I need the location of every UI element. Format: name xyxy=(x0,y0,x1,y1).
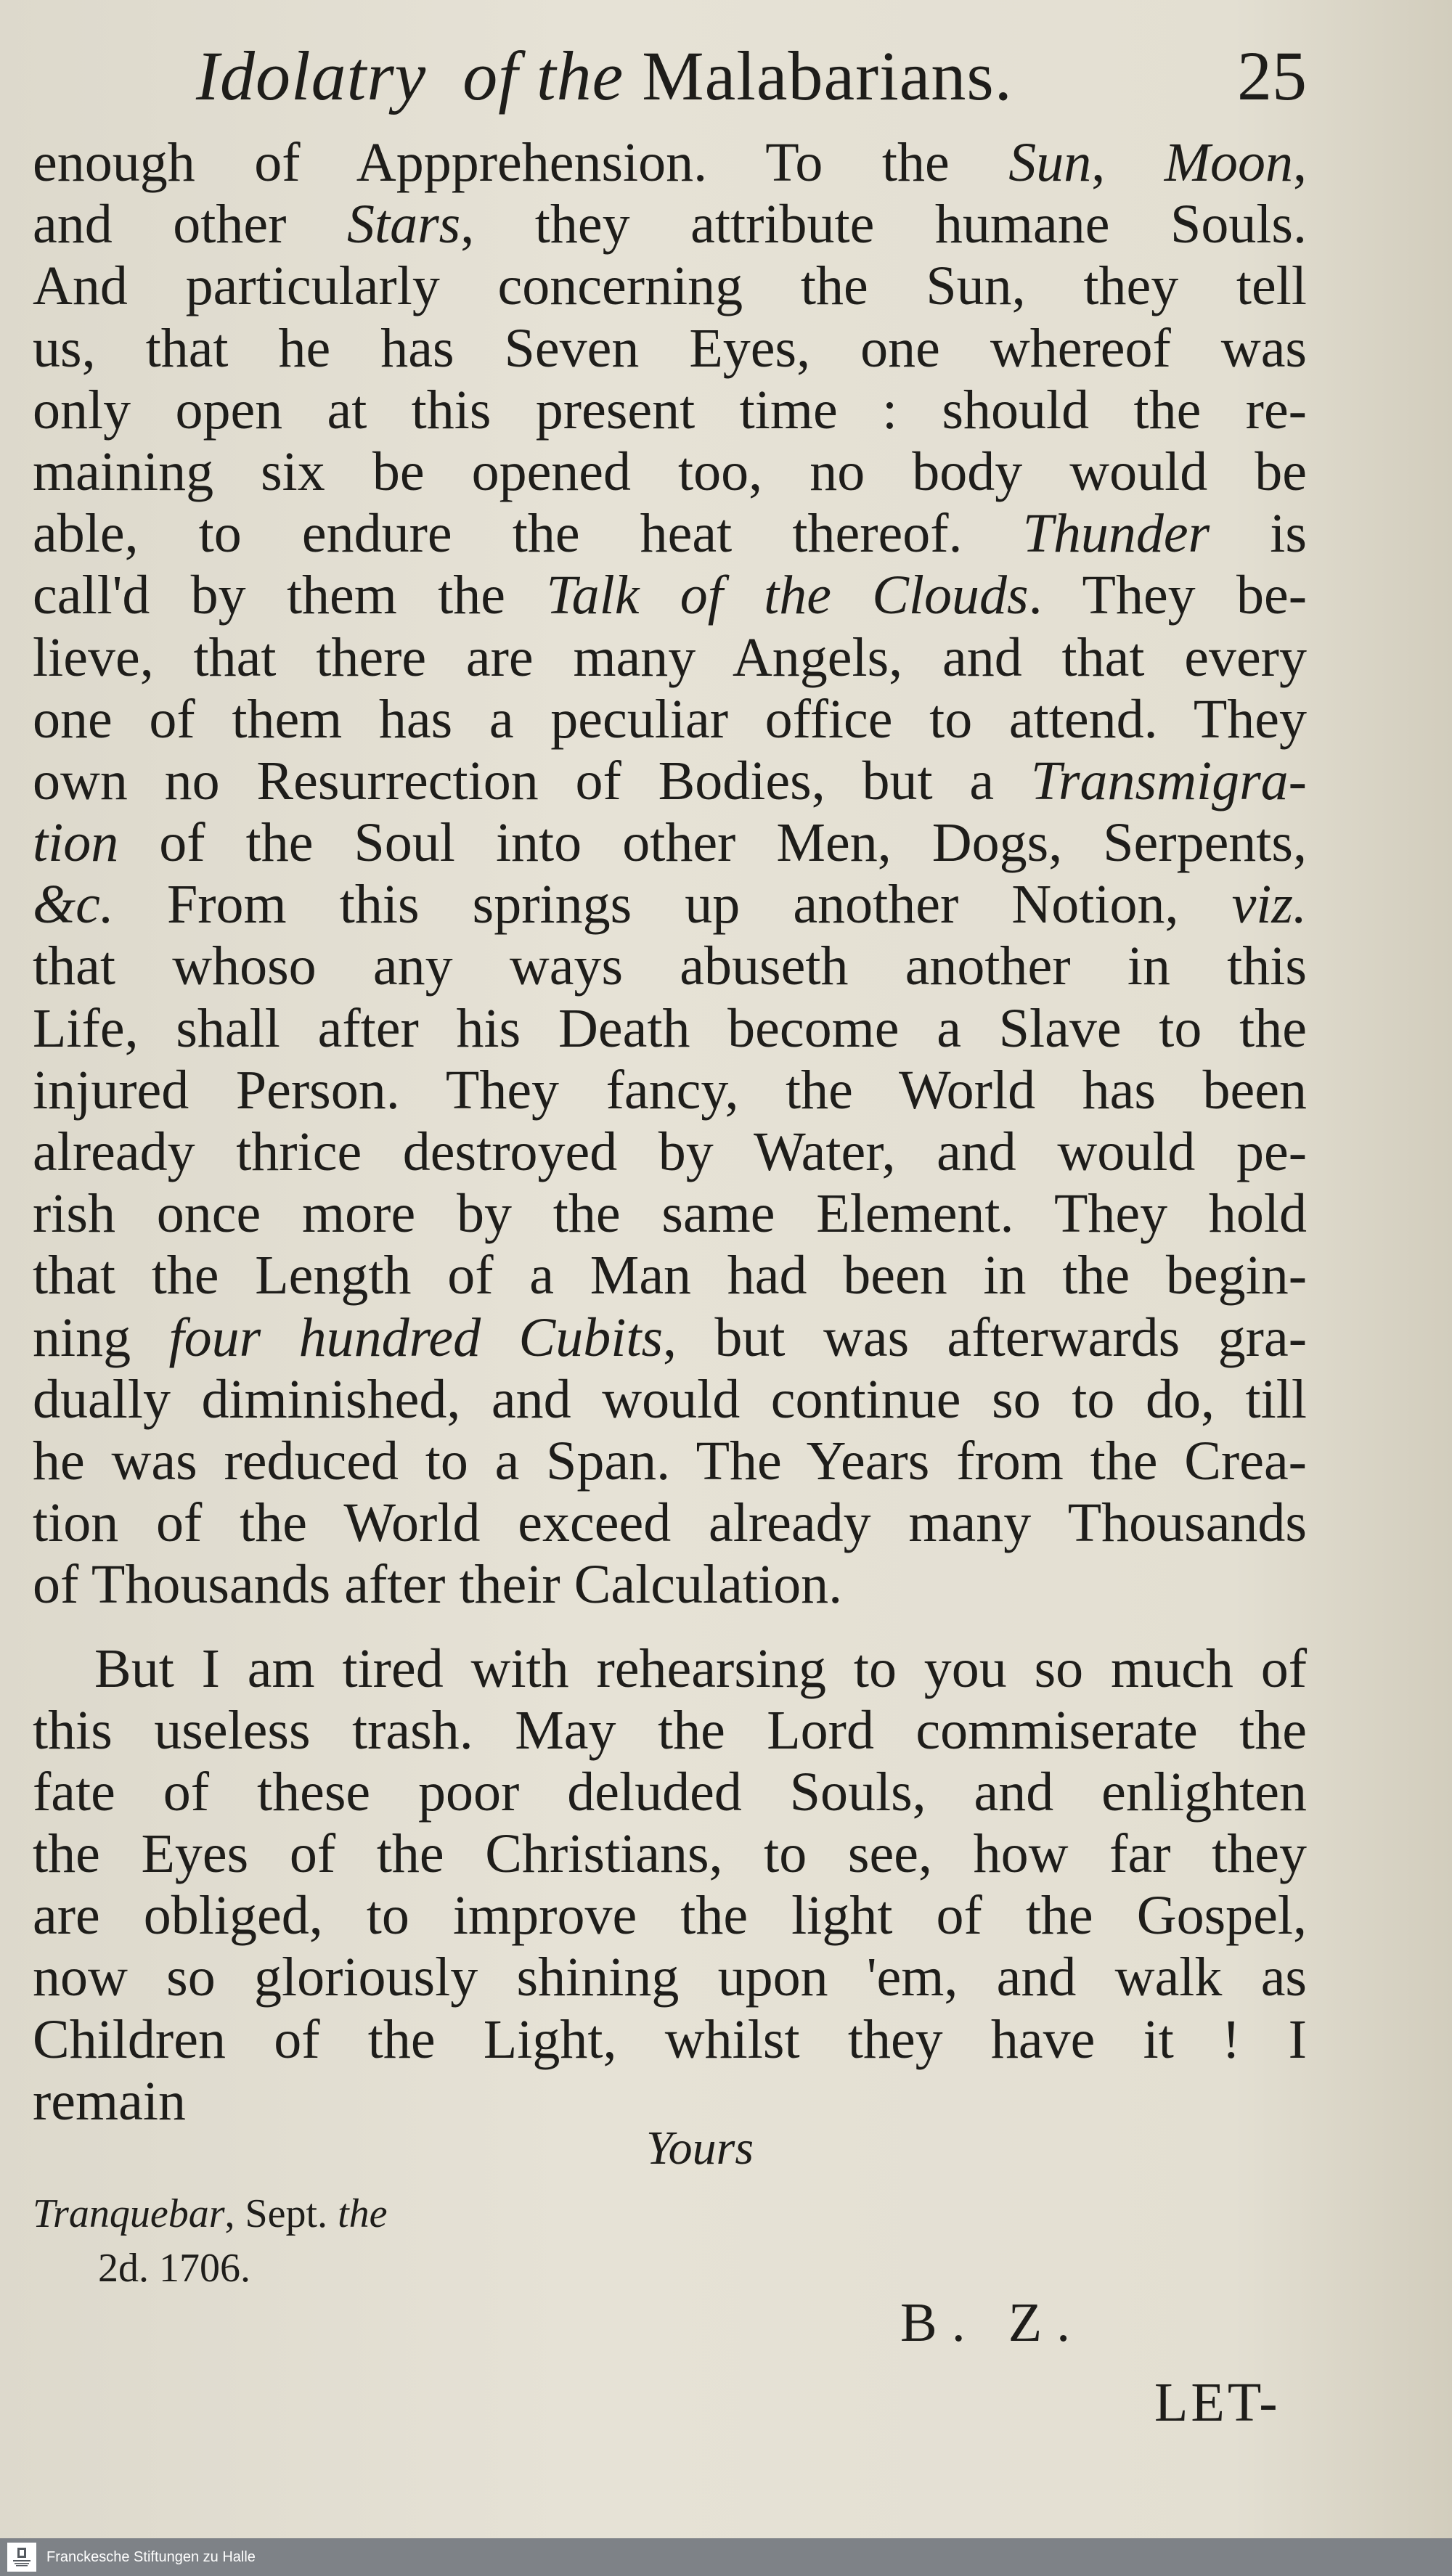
text-line xyxy=(33,1369,1307,1431)
text: And particularly concerning the Sun, they tell xyxy=(33,255,1307,317)
text: and other xyxy=(33,194,347,255)
text-line xyxy=(33,1307,1307,1369)
text: . They be- xyxy=(1028,565,1308,626)
text: maining six be opened too, no body would be xyxy=(33,441,1307,502)
text-line xyxy=(33,318,1307,380)
text-line xyxy=(33,1638,1307,1700)
text: ning xyxy=(33,1307,169,1368)
text: he was reduced to a Span. The Years from the Crea- xyxy=(33,1430,1307,1492)
text-line xyxy=(33,255,1307,317)
text: only open at this present time : should the re- xyxy=(33,379,1307,441)
text: now so gloriously shining upon 'em, and walk as xyxy=(33,1947,1307,2008)
text: that whoso any ways abuseth another in this xyxy=(33,936,1307,997)
text: one of them has a peculiar office to attend. They xyxy=(33,688,1307,750)
text-line xyxy=(33,565,1307,626)
text-line xyxy=(33,998,1307,1060)
catchword: LET- xyxy=(1154,2372,1281,2433)
text-line xyxy=(33,1492,1307,1554)
body-text xyxy=(33,132,1307,2133)
text-line xyxy=(33,1431,1307,1492)
text: , xyxy=(1091,132,1165,193)
italic-text: four hundred Cubits xyxy=(168,1307,664,1368)
text: us, that he has Seven Eyes, one whereof was xyxy=(33,317,1307,379)
text-line xyxy=(33,380,1307,441)
signoff: Yours xyxy=(646,2122,754,2175)
text-line xyxy=(33,751,1307,812)
author-initials: B. Z. xyxy=(900,2292,1085,2353)
text: Children of the Light, whilst they have it ! I xyxy=(33,2008,1307,2070)
text: injured Person. They fancy, the World has been xyxy=(33,1059,1307,1121)
italic-text: tion xyxy=(33,812,119,874)
text: own no Resurrection of Bodies, but a xyxy=(33,750,1031,811)
italic-text: &c. xyxy=(33,874,114,936)
date-text: , Sept. xyxy=(224,2191,338,2236)
place-date-line-2: 2d. 1706. xyxy=(98,2246,250,2291)
footer-bar xyxy=(0,2538,1452,2576)
text: , they attribute humane Souls. xyxy=(460,194,1308,255)
italic-text: Transmigra- xyxy=(1030,750,1307,811)
text-line xyxy=(33,1183,1307,1245)
text-line xyxy=(33,936,1307,997)
foundation-logo-graphic xyxy=(10,2546,33,2569)
text-line xyxy=(33,689,1307,751)
text-line xyxy=(33,1947,1307,2008)
italic-text: Thunder xyxy=(1022,503,1210,565)
paragraph xyxy=(33,132,1307,1616)
foundation-logo-icon xyxy=(7,2543,36,2572)
text-line xyxy=(33,194,1307,255)
text: call'd by them the xyxy=(33,565,547,626)
text: fate of these poor deluded Souls, and enlighten xyxy=(33,1761,1307,1823)
text: of Thousands after their Calculation. xyxy=(33,1554,843,1616)
text-line xyxy=(33,1700,1307,1762)
text-line xyxy=(33,627,1307,689)
text-line xyxy=(33,132,1307,194)
text: dually diminished, and would continue so to do, till xyxy=(33,1368,1307,1430)
text: tion of the World exceed already many Thousands xyxy=(33,1492,1307,1554)
text-line xyxy=(33,1885,1307,1947)
running-title xyxy=(196,29,1013,123)
italic-text: Talk of the Clouds xyxy=(546,565,1029,626)
text: From this springs up another Notion, xyxy=(113,874,1232,936)
italic-text: Stars xyxy=(346,194,461,255)
text: lieve, that there are many Angels, and that every xyxy=(33,626,1307,688)
text-line xyxy=(33,2009,1307,2071)
text-line xyxy=(33,1762,1307,1823)
text-line xyxy=(33,1060,1307,1121)
italic-text: Moon xyxy=(1164,132,1293,193)
page-number: 25 xyxy=(1237,37,1307,115)
italic-text: Sun xyxy=(1008,132,1092,193)
text-line xyxy=(33,1121,1307,1183)
running-title-part-3: Malabarians. xyxy=(642,37,1013,115)
text: , xyxy=(1293,132,1307,193)
text: , but was afterwards gra- xyxy=(663,1307,1308,1368)
text-line xyxy=(33,503,1307,565)
text: enough of Appprehension. To the xyxy=(33,132,1009,193)
text: of the Soul into other Men, Dogs, Serpents, xyxy=(118,812,1307,874)
text-line xyxy=(33,1823,1307,1885)
text: rish once more by the same Element. They hold xyxy=(33,1183,1307,1245)
date-the: the xyxy=(338,2191,388,2236)
footer-credit: Franckesche Stiftungen zu Halle xyxy=(46,2548,256,2565)
italic-text: viz. xyxy=(1231,874,1307,936)
text-line xyxy=(33,874,1307,936)
text-line xyxy=(33,1554,1307,1616)
text: But I am tired with rehearsing to you so much of xyxy=(94,1637,1307,1699)
text: are obliged, to improve the light of the Gospel, xyxy=(33,1885,1307,1947)
text: is xyxy=(1210,503,1307,565)
running-title-part-1: Idolatry xyxy=(196,37,427,115)
text: already thrice destroyed by Water, and would pe- xyxy=(33,1121,1307,1182)
running-title-part-2: of the xyxy=(462,37,624,115)
text: remain xyxy=(33,2070,187,2132)
paragraph xyxy=(33,1638,1307,2133)
page-header xyxy=(196,29,1307,123)
place-name: Tranquebar xyxy=(33,2191,225,2236)
text: that the Length of a Man had been in the begin- xyxy=(33,1245,1307,1307)
text: Life, shall after his Death become a Slave to the xyxy=(33,997,1307,1059)
text: the Eyes of the Christians, to see, how far they xyxy=(33,1823,1307,1885)
text-line xyxy=(33,1245,1307,1307)
text: able, to endure the heat thereof. xyxy=(33,503,1023,565)
place-date-line-1 xyxy=(33,2188,387,2239)
text: this useless trash. May the Lord commiserate the xyxy=(33,1699,1307,1761)
paragraph-gap xyxy=(33,1616,1307,1638)
text-line xyxy=(33,812,1307,874)
text-line xyxy=(33,441,1307,503)
